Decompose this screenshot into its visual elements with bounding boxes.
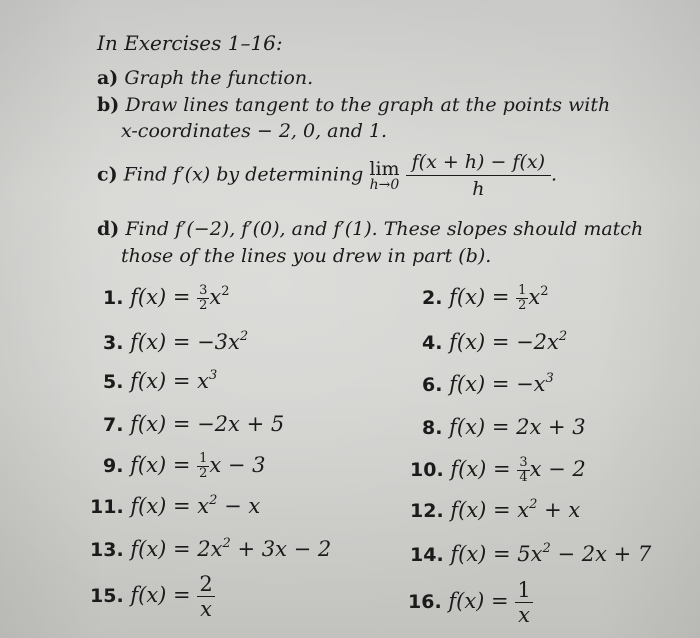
fraction-numerator: 3 bbox=[199, 283, 208, 298]
exercise-number: 14. bbox=[410, 544, 444, 566]
exercise-7 bbox=[103, 412, 284, 436]
exercise-text: f(x) = −2x bbox=[449, 330, 559, 354]
exercise-16 bbox=[408, 578, 533, 627]
exercise-1 bbox=[103, 284, 230, 313]
exercise-12 bbox=[410, 498, 580, 522]
exercise-number: 16. bbox=[408, 591, 442, 613]
exercise-lhs: f(x) = bbox=[450, 457, 518, 481]
exercise-lhs: f(x) = bbox=[130, 583, 198, 607]
step-c-text: Find f′(x) by determining bbox=[123, 163, 364, 186]
exercise-number: 5. bbox=[103, 371, 124, 393]
exercise-text-after: + x bbox=[537, 498, 581, 522]
step-c-label: c) bbox=[97, 163, 118, 186]
exponent: 2 bbox=[558, 329, 568, 344]
step-c bbox=[97, 151, 557, 200]
limit-lim: lim bbox=[369, 157, 400, 180]
exercise-text: f(x) = x bbox=[130, 494, 210, 518]
fraction bbox=[197, 572, 214, 621]
exercise-14 bbox=[410, 542, 651, 566]
step-d-label: d) bbox=[97, 218, 120, 240]
exercise-5 bbox=[103, 369, 217, 393]
exercise-text: f(x) = x bbox=[450, 498, 530, 522]
exercise-number: 12. bbox=[410, 500, 444, 522]
exercise-rest: x − 2 bbox=[529, 457, 586, 481]
coefficient-fraction bbox=[517, 456, 529, 485]
exercise-text-after: − x bbox=[217, 494, 261, 518]
limit-subscript: h→0 bbox=[369, 176, 400, 193]
exercise-15 bbox=[90, 572, 215, 621]
exercise-rest: x − 3 bbox=[209, 453, 266, 477]
exponent: 2 bbox=[221, 284, 230, 299]
exponent: 3 bbox=[208, 368, 218, 383]
fraction bbox=[515, 578, 532, 627]
fraction-numerator: 2 bbox=[199, 572, 213, 596]
coefficient-fraction bbox=[197, 452, 209, 481]
fraction-numerator: 3 bbox=[519, 455, 528, 470]
fraction-denominator: x bbox=[197, 596, 214, 621]
exercise-number: 9. bbox=[103, 455, 124, 477]
exercise-text: f(x) = −2x + 5 bbox=[130, 412, 285, 436]
fraction-denominator: 4 bbox=[519, 470, 528, 485]
exercise-heading: In Exercises 1–16: bbox=[97, 31, 283, 55]
step-d-line1: Find f′(−2), f′(0), and f′(1). These slopes should match bbox=[125, 218, 644, 240]
limit-operator bbox=[369, 157, 400, 193]
exercise-lhs: f(x) = bbox=[130, 285, 198, 309]
exercise-number: 11. bbox=[90, 496, 124, 518]
step-c-period: . bbox=[551, 163, 558, 186]
step-b-line1: Draw lines tangent to the graph at the points with bbox=[125, 94, 611, 116]
fraction-denominator: 2 bbox=[518, 298, 527, 313]
step-a bbox=[97, 67, 313, 89]
exercise-rest: x bbox=[209, 285, 222, 309]
exercise-number: 2. bbox=[422, 287, 443, 309]
difference-quotient-numerator: f(x + h) − f(x) bbox=[411, 151, 546, 173]
fraction-numerator: 1 bbox=[518, 283, 527, 298]
exercise-number: 6. bbox=[422, 374, 443, 396]
fraction-denominator: x bbox=[515, 602, 532, 627]
exercise-number: 13. bbox=[90, 539, 124, 561]
exercise-number: 10. bbox=[410, 459, 444, 481]
coefficient-fraction bbox=[516, 284, 528, 313]
exercise-number: 1. bbox=[103, 287, 124, 309]
fraction-denominator: 2 bbox=[199, 298, 208, 313]
fraction-numerator: 1 bbox=[517, 578, 531, 602]
exercise-number: 4. bbox=[422, 332, 443, 354]
exercise-number: 15. bbox=[90, 585, 124, 607]
coefficient-fraction bbox=[197, 284, 209, 313]
step-a-text: Graph the function. bbox=[124, 67, 314, 89]
exercise-2 bbox=[422, 284, 549, 313]
exercise-rest: x bbox=[528, 285, 541, 309]
exercise-number: 8. bbox=[422, 417, 443, 439]
exercise-text: f(x) = 2x bbox=[130, 537, 223, 561]
fraction-numerator: 1 bbox=[199, 451, 208, 466]
exercise-lhs: f(x) = bbox=[449, 285, 517, 309]
exercise-10 bbox=[410, 456, 586, 485]
exercise-text: f(x) = −x bbox=[449, 372, 546, 396]
exercise-text-after: − 2x + 7 bbox=[550, 542, 652, 566]
fraction-denominator: 2 bbox=[199, 466, 208, 481]
exercise-text: f(x) = −3x bbox=[130, 330, 240, 354]
exercise-number: 3. bbox=[103, 332, 124, 354]
exponent: 2 bbox=[542, 541, 551, 556]
step-a-label: a) bbox=[97, 67, 119, 89]
exercise-lhs: f(x) = bbox=[448, 589, 516, 613]
exercise-13 bbox=[90, 537, 331, 561]
step-b-line2: x-coordinates − 2, 0, and 1. bbox=[121, 120, 388, 142]
difference-quotient bbox=[406, 151, 551, 200]
exercise-text: f(x) = x bbox=[130, 369, 209, 393]
step-d bbox=[97, 218, 643, 240]
exercise-number: 7. bbox=[103, 414, 124, 436]
exercise-11 bbox=[90, 494, 260, 518]
exercise-6 bbox=[422, 372, 554, 396]
step-b-label: b) bbox=[97, 94, 120, 116]
exercise-lhs: f(x) = bbox=[130, 453, 198, 477]
step-d-line2: those of the lines you drew in part (b). bbox=[121, 245, 492, 267]
exercise-3 bbox=[103, 330, 248, 354]
exercise-8 bbox=[422, 415, 586, 439]
exercise-4 bbox=[422, 330, 567, 354]
exponent: 3 bbox=[545, 371, 554, 386]
step-b bbox=[97, 94, 610, 116]
exercise-text: f(x) = 5x bbox=[450, 542, 543, 566]
exercise-text-after: + 3x − 2 bbox=[230, 537, 332, 561]
exponent: 2 bbox=[222, 536, 231, 551]
exponent: 2 bbox=[239, 329, 249, 344]
exercise-text: f(x) = 2x + 3 bbox=[449, 415, 586, 439]
exercise-9 bbox=[103, 452, 266, 481]
difference-quotient-denominator: h bbox=[406, 175, 551, 200]
exponent: 2 bbox=[540, 284, 549, 299]
exponent: 2 bbox=[209, 493, 218, 508]
exponent: 2 bbox=[529, 497, 538, 512]
